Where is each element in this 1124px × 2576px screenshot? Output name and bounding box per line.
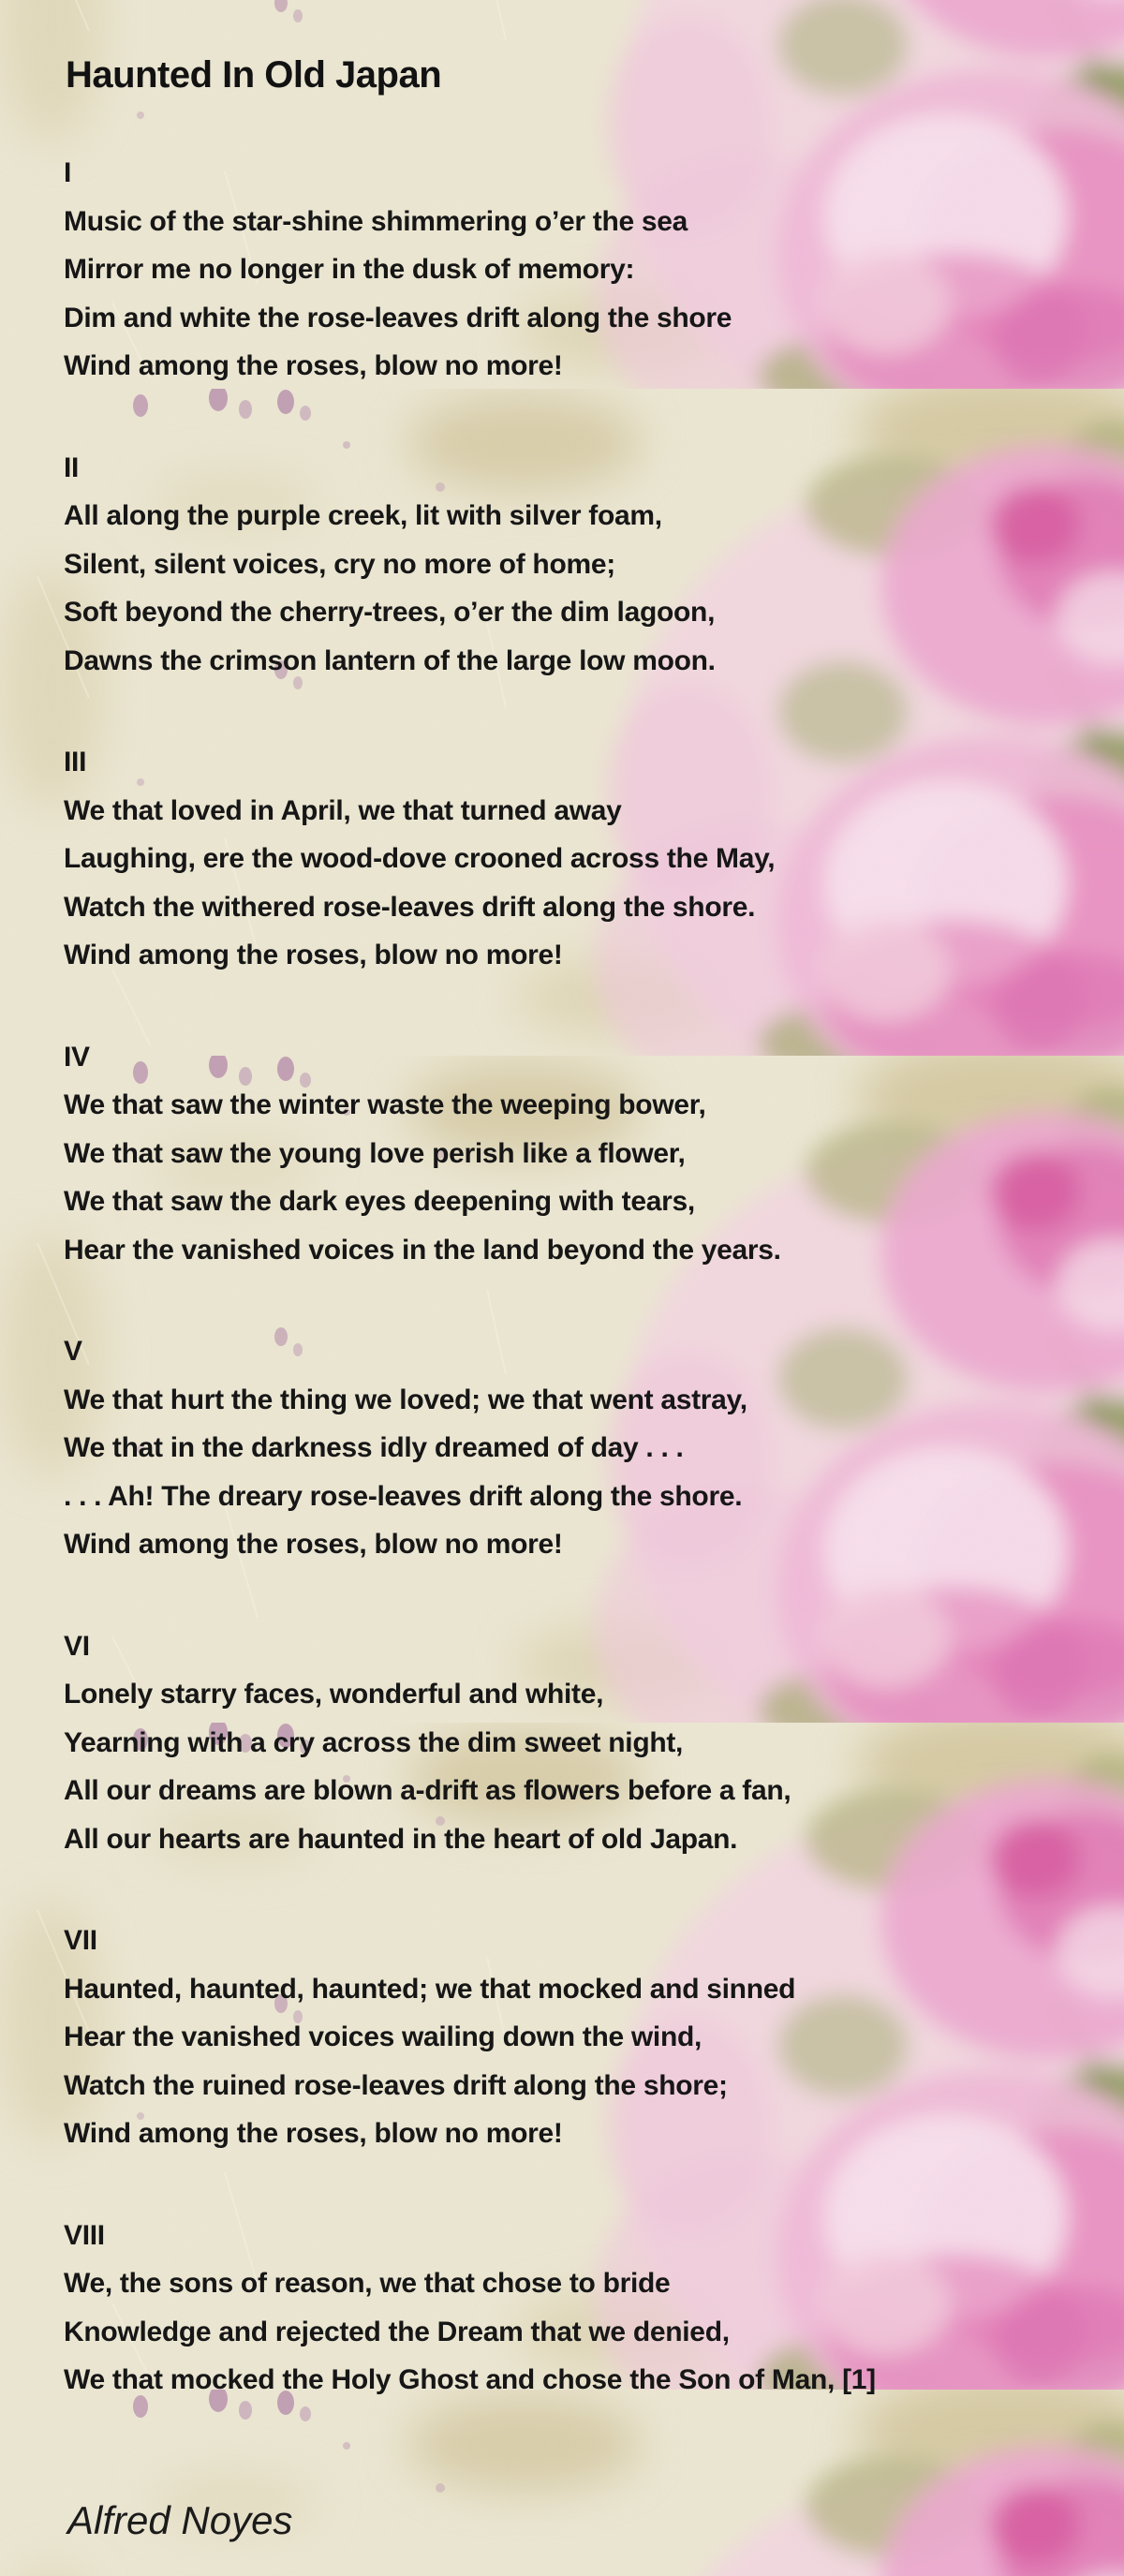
poem-line: Hear the vanished voices in the land beyond the years. [64,1234,781,1266]
poem-line: . . . Ah! The dreary rose-leaves drift along the shore. [64,1480,743,1512]
poem-line: We that saw the dark eyes deepening with tears, [64,1186,695,1217]
poem-line: We, the sons of reason, we that chose to bride [64,2268,671,2299]
poem-line: Soft beyond the cherry-trees, o’er the dim lagoon, [64,597,716,628]
stanza-numeral: V [64,1336,82,1367]
poem-line: Laughing, ere the wood-dove crooned across the May, [64,843,776,874]
poem-line: We that loved in April, we that turned away [64,794,622,826]
poem-line: We that mocked the Holy Ghost and chose the Son of Man, [1] [64,2364,876,2395]
stanza-6 [64,1622,1038,1864]
poem-line: Watch the withered rose-leaves drift along the shore. [64,891,756,923]
poem-content [64,0,1038,2543]
stanza-numeral: VI [64,1630,90,1662]
stanza-numeral: VII [64,1925,97,1956]
stanza-2 [64,444,1038,686]
poem-line: We that in the darkness idly dreamed of day . . . [64,1432,684,1463]
poem-line: Yearning with a cry across the dim sweet night, [64,1726,684,1758]
stanza-1 [64,149,1038,391]
poem-line: We that hurt the thing we loved; we that went astray, [64,1384,747,1415]
poem-line: Haunted, haunted, haunted; we that mocked and sinned [64,1973,796,2005]
stanza-numeral: VIII [64,2219,105,2251]
poem-line: Music of the star-shine shimmering o’er the sea [64,205,688,237]
poem-line: Lonely starry faces, wonderful and white, [64,1679,604,1710]
stanza-numeral: I [64,157,72,188]
poem-line: Dim and white the rose-leaves drift along the shore [64,302,732,333]
poem-line: Wind among the roses, blow no more! [64,940,563,970]
poem-line: Hear the vanished voices wailing down the wind, [64,2021,702,2052]
poem-line: We that saw the winter waste the weeping bower, [64,1089,706,1120]
poem-line: Silent, silent voices, cry no more of home; [64,548,615,580]
stanza-8 [64,2212,1038,2405]
poem-line: All our hearts are haunted in the heart of old Japan. [64,1823,738,1855]
poem-line: Knowledge and rejected the Dream that we denied, [64,2316,730,2347]
poem-author: Alfred Noyes [67,2497,293,2542]
poem-line: Wind among the roses, blow no more! [64,2118,563,2149]
stanza-5 [64,1327,1038,1569]
stanza-numeral: IV [64,1041,90,1073]
poem-line: Wind among the roses, blow no more! [64,1529,563,1560]
poem-title: Haunted In Old Japan [66,54,442,96]
stanza-numeral: III [64,747,87,777]
stanza-7 [64,1917,1038,2158]
poem-line: All along the purple creek, lit with silver foam, [64,500,662,531]
poem-line: We that saw the young love perish like a flower, [64,1137,686,1169]
stanza-numeral: II [64,452,80,483]
stanza-4 [64,1033,1038,1275]
poem-line: Mirror me no longer in the dusk of memory: [64,254,635,285]
poem-line: Wind among the roses, blow no more! [64,350,563,381]
stanza-3 [64,738,1038,980]
poem-line: Watch the ruined rose-leaves drift along the shore; [64,2069,728,2101]
poem-line: Dawns the crimson lantern of the large low moon. [64,644,716,676]
poem-line: All our dreams are blown a-drift as flowers before a fan, [64,1775,791,1806]
